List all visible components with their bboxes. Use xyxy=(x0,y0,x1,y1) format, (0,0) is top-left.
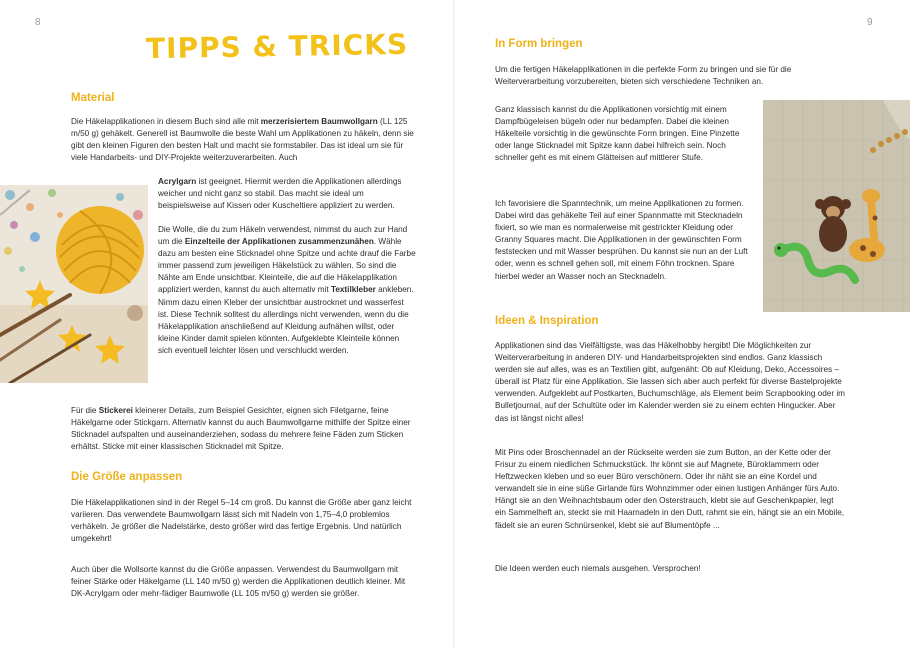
photo-yarn-and-hooks xyxy=(0,185,148,383)
right-page xyxy=(455,0,910,648)
material-paragraph-1-cont: Acrylgarn ist geeignet. Hiermit werden die Applikationen allerdings weicher und nicht ganz so stabil. Das macht sie ideal um beispielsweise auf Kissen oder Kuscheltiere appliziert zu werden. xyxy=(158,177,402,211)
page-number-left: 8 xyxy=(35,17,41,28)
form-paragraph-3: Ich favorisiere die Spanntechnik, um meine Applikationen zu formen. Dabei wird das gehäkelte Teil auf einer Spannmatte mit Stecknadeln fixiert, so wie man es normalerweise mit gestrickter Kleidung oder Granny Squares macht. Die Applikationen in der gewünschten Form feststecken und mit Wasser besprühen. Du kannst sie nun an der Luft oder, wenn es schnell gehen soll, mit einem Föhn trocknen. Spare hierbei weder an Wasser noch an Stecknadeln. xyxy=(495,199,748,281)
ideen-paragraph-3: Die Ideen werden euch niemals ausgehen. Versprochen! xyxy=(495,564,701,573)
heading-material: Material xyxy=(71,92,115,104)
material-paragraph-2: Die Wolle, die du zum Häkeln verwendest, nimmst du auch zur Hand um die Einzelteile der Applikationen zusammenzunähen. Wähle dazu am besten eine Sticknadel ohne Spitze und achte drauf die Farbe immer passend zum jeweiligen Häkelstück zu wählen. So sind die Nähte am Ende unsichtbar. Kleinteile, die auf die Häkelapplikation appliziert werden, kannst du auch alternativ mit Textilkleber ankleben. Nimm dazu einen Kleber der unsichtbar austrocknet und wasserfest ist. Diese Technik solltest du allerdings nicht verwenden, wenn du die Häkelapplikation anschließend auf Kleidung aufnähen willst, oder kleine Kinder damit spielen könnten. Aufgeklebte Kleinteile können sich eventuell leichter lösen und verschluckt werden. xyxy=(158,225,416,355)
heading-ideen-inspiration: Ideen & Inspiration xyxy=(495,315,599,327)
ideen-paragraph-2: Mit Pins oder Broschennadel an der Rückseite werden sie zum Button, an der Kette oder der Frisur zu einem niedlichen Schmuckstück. Ihr könnt sie auf Magnete, Büroklammern oder Heftzwecken kleben und so euer Büro verschönern. Oder ihr näht sie an eine Kordel und verwandelt sie in eine süße Girlande fürs Wohnzimmer oder einen lustigen Anhänger fürs Auto. Hängt sie an den Weihnachtsbaum oder den Osterstrauch, klebt sie auf Geschenkpapier, legt ein Sammelheft an, steckt sie mit Haarnadeln in den Dutt, rahmt sie ein, hängt sie an ein Mobile, fädelt sie an euren Schnürsenkel, klebt sie auf Blumentöpfe ... xyxy=(495,448,845,530)
material-paragraph-1: Die Häkelapplikationen in diesem Buch sind alle mit merzerisiertem Baumwollgarn (LL 125 m/50 g) gehäkelt. Generell ist Baumwolle die beste Wahl um Applikationen zu häkeln, denn sie gibt den kleinen Figuren den besten Halt und macht sie formstabiler. Das ist ideal um sie für viele Handarbeits- und DIY-Projekte weiterzuverarbeiten. Auch xyxy=(71,117,414,163)
ideen-paragraph-1: Applikationen sind das Vielfältigste, was das Häkelhobby hergibt! Die Möglichkeiten zur Weiterverarbeitung in anderen DIY- und Handarbeitsprojekten sind endlos. Ganz klassisch werden sie auf alles, was es an Textilien gibt, aufgenäht: Ob auf Kleidung, Deko, Accessoires – überall ist Platz für eine Applikation. Sie lassen sich aber auch perfekt für diverse Bastelprojekte verwenden. Aufgeklebt auf Postkarten, Buchumschläge, als Element beim Scrapbooking oder im Bulletjournal, auf der Schultüte oder im Kalender werden sie zu einem echten Hingucker. Aber das ist längst nicht alles! xyxy=(495,341,845,423)
form-paragraph-1: Um die fertigen Häkelapplikationen in die perfekte Form zu bringen und sie für die Weiterverarbeitung vorzubereiten, bieten sich verschiedene Techniken an. xyxy=(495,65,792,87)
page-number-right: 9 xyxy=(867,17,873,28)
groesse-paragraph-1: Die Häkelapplikationen sind in der Regel 5–14 cm groß. Du kannst die Größe aber ganz leicht variieren. Das verwendete Baumwollgarn lässt sich mit Nadeln von 1,75–4,0 problemlos verhäkeln. Je größer die Nadelstärke, desto größer wird das fertige Ergebnis. Und natürlich umgekehrt! xyxy=(71,498,412,544)
photo-crochet-appliques xyxy=(763,100,910,312)
material-paragraph-3: Für die Stickerei kleinerer Details, zum Beispiel Gesichter, eignen sich Filetgarne, feine Häkelgarne oder Stickgarn. Alternativ kannst du auch Baumwollgarne mithilfe der Spitze einer Sticknadel aufspalten und auseinanderziehen, sodass du mehrere feine Fäden zum Sticken erhältst. Sticke mit einer klassischen Sticknadel mit Spitze. xyxy=(71,406,411,452)
heading-in-form-bringen: In Form bringen xyxy=(495,38,583,50)
groesse-paragraph-2: Auch über die Wollsorte kannst du die Größe anpassen. Verwendest du Baumwollgarn mit feiner Stärke oder Häkelgarne (LL 140 m/50 g) werden die Applikationen deutlich kleiner. Mit DK-Acrylgarn oder mehr-fädiger Baumwolle (LL 105 m/50 g) werden sie größer. xyxy=(71,565,406,599)
heading-groesse: Die Größe anpassen xyxy=(71,471,183,483)
form-paragraph-2: Ganz klassisch kannst du die Applikationen vorsichtig mit einem Dampfbügeleisen bügeln oder nur bedampfen. Dabei die kleinen Häkelteile vorsichtig in die gewünschte Form bringen. Eine Pinzette oder lange Sticknadel mit Spitze kann dabei hilfreich sein. Noch schneller geht es mit einem Glätteisen auf mittlerer Stufe. xyxy=(495,105,740,163)
page-title: TIPPS & TRICKS xyxy=(145,27,409,66)
